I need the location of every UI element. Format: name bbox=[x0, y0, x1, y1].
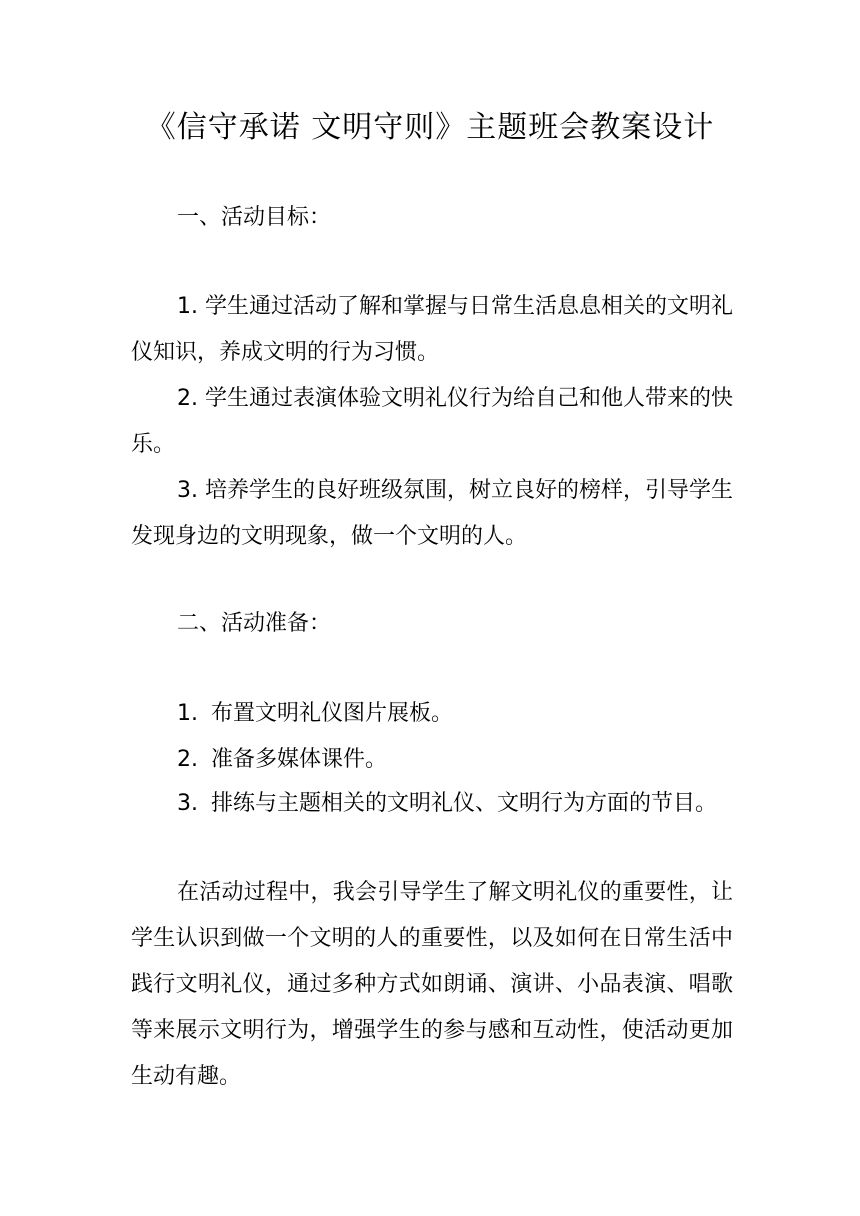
document-title: 《信守承诺 文明守则》主题班会教案设计 bbox=[145, 110, 715, 145]
goal-item-3-text: 培养学生的良好班级氛围，树立良好的榜样，引导学生发现身边的文明现象，做一个文明的人。 bbox=[131, 478, 734, 549]
prep-item-2 bbox=[177, 740, 387, 780]
prep-item-3-text: 排练与主题相关的文明礼仪、文明行为方面的节目。 bbox=[211, 791, 718, 816]
prep-item-2-text: 准备多媒体课件。 bbox=[211, 747, 388, 772]
section-heading-goals: 一、活动目标： bbox=[177, 205, 332, 230]
goal-item-2-number: 2. bbox=[177, 386, 198, 411]
goal-item-1-text: 学生通过活动了解和掌握与日常生活息息相关的文明礼仪知识，养成文明的行为习惯。 bbox=[131, 294, 734, 365]
prep-item-3-number: 3. bbox=[177, 791, 198, 816]
goal-item-1 bbox=[131, 284, 733, 376]
prep-item-3 bbox=[177, 784, 717, 824]
prep-item-1 bbox=[177, 694, 453, 734]
prep-item-1-number: 1. bbox=[177, 701, 198, 726]
closing-paragraph: 在活动过程中，我会引导学生了解文明礼仪的重要性，让学生认识到做一个文明的人的重要性，以及如何在日常生活中践行文明礼仪，通过多种方式如朗诵、演讲、小品表演、唱歌等来展示文明行为，增强学生的参与感和互动性，使活动更加生动有趣。 bbox=[131, 880, 733, 1089]
goal-item-2-text: 学生通过表演体验文明礼仪行为给自己和他人带来的快乐。 bbox=[131, 386, 734, 457]
prep-item-2-number: 2. bbox=[177, 747, 198, 772]
section-heading-preparation: 二、活动准备： bbox=[177, 611, 332, 636]
goal-item-1-number: 1. bbox=[177, 294, 198, 319]
prep-item-1-text: 布置文明礼仪图片展板。 bbox=[211, 701, 454, 726]
goal-item-3 bbox=[131, 468, 733, 560]
goal-item-2 bbox=[131, 376, 733, 468]
goal-item-3-number: 3. bbox=[177, 478, 198, 503]
